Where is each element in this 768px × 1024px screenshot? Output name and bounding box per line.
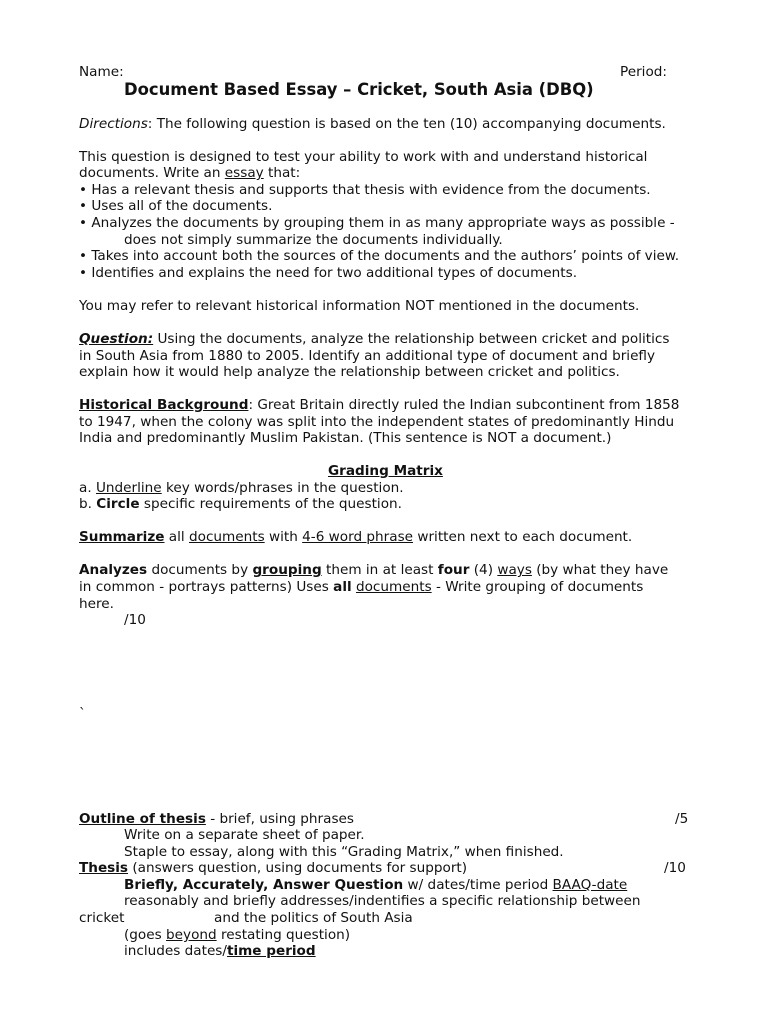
all-word: all bbox=[333, 579, 352, 595]
intro-text: that: bbox=[263, 165, 301, 181]
essay-word: essay bbox=[224, 165, 264, 181]
thesis-sub-3b: and the politics of South Asia bbox=[214, 910, 413, 926]
thesis-line bbox=[79, 860, 467, 877]
outline-line bbox=[79, 811, 354, 828]
background-line-2: to 1947, when the colony was split into the independent states of predominantly Hindu bbox=[79, 414, 675, 430]
page-title: Document Based Essay – Cricket, South Asia (DBQ) bbox=[124, 80, 594, 99]
bullet-item: • Has a relevant thesis and supports that thesis with evidence from the documents. bbox=[79, 182, 651, 198]
background-line-3: India and predominantly Muslim Pakistan. (This sentence is NOT a document.) bbox=[79, 430, 612, 446]
item-text: - Write grouping of documents bbox=[431, 579, 644, 595]
beyond-word: beyond bbox=[166, 927, 217, 943]
four-word: four bbox=[437, 562, 470, 578]
outline-sub-2: Staple to essay, along with this “Grading Matrix,” when finished. bbox=[124, 844, 564, 860]
directions-text: : The following question is based on the ten (10) accompanying documents. bbox=[147, 116, 666, 132]
analyzes-line-1 bbox=[79, 562, 668, 579]
analyzes-score: /10 bbox=[124, 612, 146, 628]
background-line-1 bbox=[79, 397, 679, 414]
item-text: key words/phrases in the question. bbox=[161, 480, 404, 496]
background-text: : Great Britain directly ruled the Indian subcontinent from 1858 bbox=[248, 397, 680, 413]
analyzes-label: Analyzes bbox=[79, 562, 148, 578]
outline-text: - brief, using phrases bbox=[205, 811, 354, 827]
period-label: Period: bbox=[620, 64, 667, 80]
bullet-item: • Uses all of the documents. bbox=[79, 198, 273, 214]
bullet-item: • Analyzes the documents by grouping them in as many appropriate ways as possible - bbox=[79, 215, 675, 231]
question-text: Using the documents, analyze the relationship between cricket and politics bbox=[153, 331, 670, 347]
analyzes-line-2 bbox=[79, 579, 643, 596]
thesis-label: Thesis bbox=[79, 860, 129, 876]
item-text: written next to each document. bbox=[413, 529, 633, 545]
question-line-2: in South Asia from 1880 to 2005. Identify an additional type of document and briefly bbox=[79, 348, 656, 364]
bullet-item: • Takes into account both the sources of the documents and the authors’ points of view. bbox=[79, 248, 680, 264]
grading-item-a bbox=[79, 480, 404, 497]
documents-word: documents bbox=[189, 529, 265, 545]
outline-label: Outline of thesis bbox=[79, 811, 206, 827]
background-label: Historical Background bbox=[79, 397, 249, 413]
grading-item-b bbox=[79, 496, 402, 513]
stray-mark: ` bbox=[79, 706, 86, 722]
documents-word: documents bbox=[355, 579, 432, 595]
baaq-phrase: Briefly, Accurately, Answer Question bbox=[124, 877, 404, 893]
time-period-word: time period bbox=[226, 943, 316, 959]
name-label: Name: bbox=[79, 64, 124, 80]
baaq-date: BAAQ-date bbox=[552, 877, 628, 893]
item-prefix: b. bbox=[79, 496, 97, 512]
thesis-sub-text: (goes bbox=[124, 927, 167, 943]
question-line-1 bbox=[79, 331, 669, 348]
thesis-sub-text: restating question) bbox=[216, 927, 351, 943]
outline-sub-1: Write on a separate sheet of paper. bbox=[124, 827, 365, 843]
item-text: (4) bbox=[469, 562, 498, 578]
intro-text: documents. Write an bbox=[79, 165, 225, 181]
summarize-label: Summarize bbox=[79, 529, 165, 545]
item-text: with bbox=[264, 529, 303, 545]
thesis-sub-2: reasonably and briefly addresses/indentifies a specific relationship between bbox=[124, 893, 641, 909]
thesis-text: (answers question, using documents for support) bbox=[128, 860, 468, 876]
item-text: documents by bbox=[147, 562, 253, 578]
item-text: (by what they have bbox=[531, 562, 669, 578]
intro-line-2 bbox=[79, 165, 300, 182]
item-text: all bbox=[164, 529, 189, 545]
question-line-3: explain how it would help analyze the relationship between cricket and politics. bbox=[79, 364, 620, 380]
question-label: Question: bbox=[79, 331, 154, 347]
outline-score: /5 bbox=[675, 811, 689, 827]
word-phrase: 4-6 word phrase bbox=[302, 529, 414, 545]
directions-label: Directions bbox=[79, 116, 148, 132]
bullet-item: • Identifies and explains the need for two additional types of documents. bbox=[79, 265, 578, 281]
item-text: specific requirements of the question. bbox=[139, 496, 402, 512]
bullet-item-continuation: does not simply summarize the documents individually. bbox=[124, 232, 503, 248]
analyzes-line-3: here. bbox=[79, 596, 114, 612]
item-prefix: a. bbox=[79, 480, 96, 496]
thesis-sub-1 bbox=[124, 877, 627, 894]
thesis-sub-text: w/ dates/time period bbox=[403, 877, 553, 893]
refer-note: You may refer to relevant historical information NOT mentioned in the documents. bbox=[79, 298, 640, 314]
circle-word: Circle bbox=[96, 496, 140, 512]
item-text: them in at least bbox=[321, 562, 438, 578]
thesis-score: /10 bbox=[664, 860, 686, 876]
summarize-line bbox=[79, 529, 632, 546]
item-text: in common - portrays patterns) Uses bbox=[79, 579, 334, 595]
directions-line bbox=[79, 116, 666, 133]
thesis-sub-4 bbox=[124, 927, 350, 944]
underline-word: Underline bbox=[95, 480, 162, 496]
ways-word: ways bbox=[497, 562, 532, 578]
intro-line-1: This question is designed to test your ability to work with and understand historical bbox=[79, 149, 648, 165]
grading-matrix-title: Grading Matrix bbox=[328, 463, 443, 479]
thesis-sub-text: includes dates/ bbox=[124, 943, 227, 959]
thesis-sub-5 bbox=[124, 943, 316, 960]
thesis-sub-3a: cricket bbox=[79, 910, 125, 926]
grouping-word: grouping bbox=[252, 562, 322, 578]
